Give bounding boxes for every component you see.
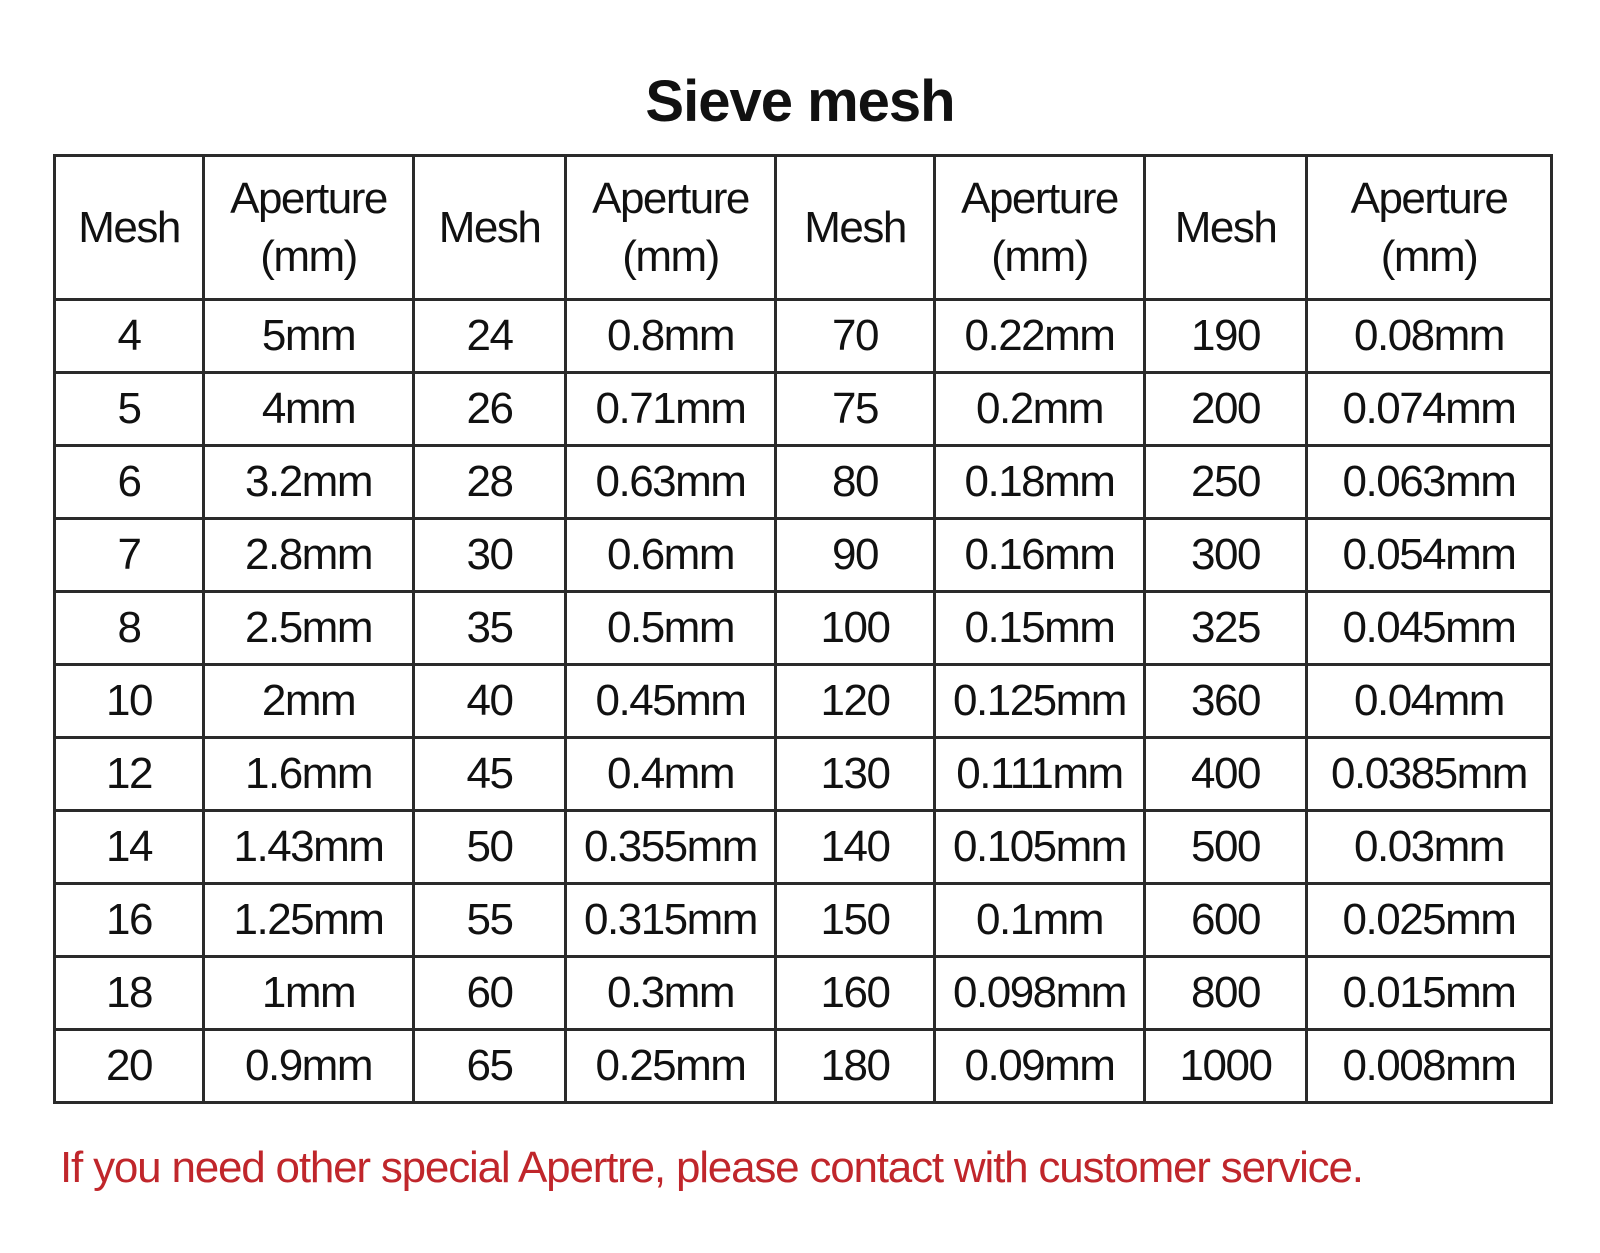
mesh-cell: 90 (776, 519, 935, 592)
aperture-cell: 0.1mm (935, 884, 1145, 957)
aperture-header-label: Aperture (592, 173, 749, 223)
aperture-header (204, 156, 414, 300)
aperture-cell: 0.063mm (1307, 446, 1552, 519)
mesh-header: Mesh (414, 156, 566, 300)
table-row (55, 446, 1552, 519)
mesh-cell: 325 (1145, 592, 1307, 665)
aperture-cell: 5mm (204, 300, 414, 373)
aperture-cell: 0.16mm (935, 519, 1145, 592)
aperture-header-unit: (mm) (622, 231, 719, 281)
mesh-cell: 150 (776, 884, 935, 957)
aperture-cell: 0.09mm (935, 1030, 1145, 1103)
aperture-cell: 0.9mm (204, 1030, 414, 1103)
aperture-cell: 0.054mm (1307, 519, 1552, 592)
mesh-cell: 24 (414, 300, 566, 373)
mesh-cell: 360 (1145, 665, 1307, 738)
table-row (55, 1030, 1552, 1103)
aperture-cell: 1mm (204, 957, 414, 1030)
mesh-cell: 30 (414, 519, 566, 592)
mesh-cell: 160 (776, 957, 935, 1030)
mesh-cell: 75 (776, 373, 935, 446)
mesh-cell: 20 (55, 1030, 204, 1103)
aperture-cell: 0.03mm (1307, 811, 1552, 884)
mesh-cell: 250 (1145, 446, 1307, 519)
aperture-header (1307, 156, 1552, 300)
mesh-cell: 500 (1145, 811, 1307, 884)
mesh-cell: 5 (55, 373, 204, 446)
aperture-cell: 0.5mm (566, 592, 776, 665)
aperture-cell: 0.08mm (1307, 300, 1552, 373)
mesh-cell: 10 (55, 665, 204, 738)
aperture-cell: 2.5mm (204, 592, 414, 665)
aperture-header-label: Aperture (1350, 173, 1508, 223)
mesh-cell: 6 (55, 446, 204, 519)
aperture-cell: 0.71mm (566, 373, 776, 446)
aperture-cell: 4mm (204, 373, 414, 446)
mesh-cell: 190 (1145, 300, 1307, 373)
aperture-cell: 1.6mm (204, 738, 414, 811)
mesh-header: Mesh (776, 156, 935, 300)
aperture-header (566, 156, 776, 300)
mesh-cell: 55 (414, 884, 566, 957)
mesh-cell: 45 (414, 738, 566, 811)
mesh-cell: 50 (414, 811, 566, 884)
aperture-header-label: Aperture (230, 173, 387, 223)
table-row (55, 811, 1552, 884)
mesh-cell: 28 (414, 446, 566, 519)
mesh-cell: 8 (55, 592, 204, 665)
mesh-cell: 800 (1145, 957, 1307, 1030)
aperture-cell: 2.8mm (204, 519, 414, 592)
aperture-cell: 0.125mm (935, 665, 1145, 738)
mesh-cell: 400 (1145, 738, 1307, 811)
mesh-cell: 140 (776, 811, 935, 884)
mesh-header: Mesh (55, 156, 204, 300)
sieve-mesh-table (53, 154, 1553, 1104)
aperture-cell: 1.25mm (204, 884, 414, 957)
mesh-cell: 16 (55, 884, 204, 957)
table-row (55, 300, 1552, 373)
table-row (55, 738, 1552, 811)
aperture-cell: 2mm (204, 665, 414, 738)
mesh-cell: 12 (55, 738, 204, 811)
table-header (55, 156, 1552, 300)
aperture-cell: 0.45mm (566, 665, 776, 738)
table-row (55, 373, 1552, 446)
mesh-header: Mesh (1145, 156, 1307, 300)
table-row (55, 957, 1552, 1030)
mesh-cell: 4 (55, 300, 204, 373)
aperture-cell: 0.105mm (935, 811, 1145, 884)
mesh-cell: 1000 (1145, 1030, 1307, 1103)
aperture-header-unit: (mm) (991, 231, 1088, 281)
aperture-cell: 0.18mm (935, 446, 1145, 519)
mesh-cell: 70 (776, 300, 935, 373)
aperture-cell: 0.63mm (566, 446, 776, 519)
aperture-cell: 1.43mm (204, 811, 414, 884)
aperture-cell: 3.2mm (204, 446, 414, 519)
aperture-cell: 0.098mm (935, 957, 1145, 1030)
aperture-cell: 0.111mm (935, 738, 1145, 811)
aperture-cell: 0.25mm (566, 1030, 776, 1103)
mesh-cell: 18 (55, 957, 204, 1030)
aperture-cell: 0.074mm (1307, 373, 1552, 446)
aperture-cell: 0.3mm (566, 957, 776, 1030)
aperture-cell: 0.8mm (566, 300, 776, 373)
mesh-cell: 80 (776, 446, 935, 519)
aperture-cell: 0.355mm (566, 811, 776, 884)
mesh-cell: 14 (55, 811, 204, 884)
mesh-cell: 120 (776, 665, 935, 738)
aperture-header-unit: (mm) (260, 231, 357, 281)
aperture-header (935, 156, 1145, 300)
aperture-cell: 0.025mm (1307, 884, 1552, 957)
mesh-cell: 60 (414, 957, 566, 1030)
aperture-cell: 0.15mm (935, 592, 1145, 665)
mesh-cell: 600 (1145, 884, 1307, 957)
mesh-cell: 300 (1145, 519, 1307, 592)
aperture-cell: 0.22mm (935, 300, 1145, 373)
aperture-cell: 0.0385mm (1307, 738, 1552, 811)
table-row (55, 519, 1552, 592)
header-row (55, 156, 1552, 300)
table-row (55, 592, 1552, 665)
aperture-cell: 0.015mm (1307, 957, 1552, 1030)
aperture-header-unit: (mm) (1380, 231, 1478, 281)
mesh-cell: 35 (414, 592, 566, 665)
aperture-cell: 0.315mm (566, 884, 776, 957)
table-row (55, 884, 1552, 957)
table-row (55, 665, 1552, 738)
mesh-cell: 100 (776, 592, 935, 665)
contact-note: If you need other special Apertre, please contact with customer service. (60, 1143, 1363, 1192)
mesh-cell: 130 (776, 738, 935, 811)
mesh-cell: 26 (414, 373, 566, 446)
mesh-cell: 7 (55, 519, 204, 592)
mesh-cell: 40 (414, 665, 566, 738)
aperture-cell: 0.4mm (566, 738, 776, 811)
mesh-cell: 65 (414, 1030, 566, 1103)
page-title: Sieve mesh (645, 69, 955, 134)
aperture-cell: 0.008mm (1307, 1030, 1552, 1103)
table-body (55, 300, 1552, 1103)
mesh-cell: 200 (1145, 373, 1307, 446)
aperture-cell: 0.6mm (566, 519, 776, 592)
mesh-cell: 180 (776, 1030, 935, 1103)
aperture-cell: 0.045mm (1307, 592, 1552, 665)
aperture-cell: 0.04mm (1307, 665, 1552, 738)
aperture-cell: 0.2mm (935, 373, 1145, 446)
aperture-header-label: Aperture (961, 173, 1118, 223)
